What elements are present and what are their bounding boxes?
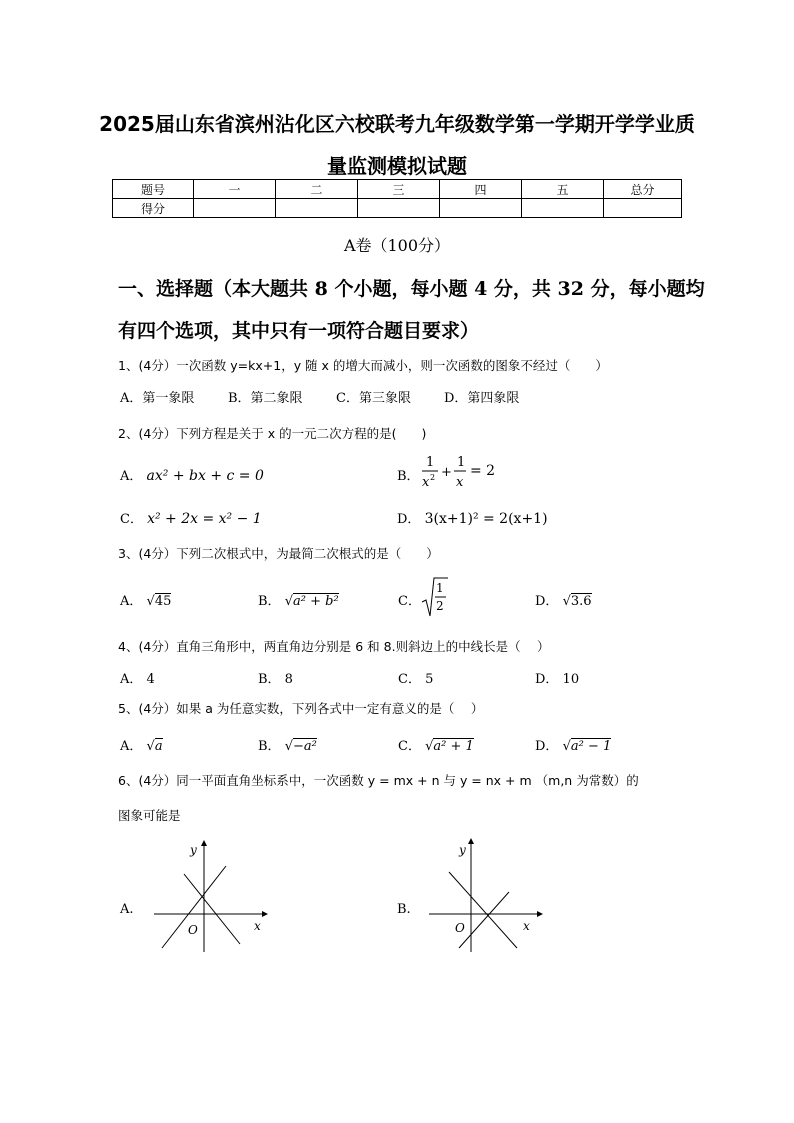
q3-c-denominator: 2 — [436, 599, 444, 613]
radical-icon: √ — [425, 739, 434, 754]
question-3-stem: 3、(4分）下列二次根式中，为最简二次根式的是（ ） — [118, 546, 439, 561]
score-cell[interactable] — [440, 199, 522, 218]
score-table-header-cell: 总分 — [604, 180, 682, 199]
question-6-stem-line2: 图象可能是 — [118, 808, 181, 823]
y-axis-label: y — [190, 843, 197, 857]
x-axis-label: x — [254, 919, 261, 933]
q5-option-a[interactable] — [120, 735, 163, 754]
q2-a-expression: ax² + bx + c = 0 — [146, 468, 264, 484]
option-label: C． — [398, 739, 421, 754]
radical-icon: √ — [284, 739, 293, 754]
option-label: D． — [535, 594, 559, 609]
exam-title-line2: 量监测模拟试题 — [327, 154, 467, 178]
q2-option-d[interactable] — [397, 508, 548, 527]
plus-sign: + — [441, 465, 452, 480]
q6-option-a[interactable]: A. — [120, 902, 134, 917]
score-table-score-row — [113, 199, 682, 218]
origin-label: O — [455, 921, 465, 935]
volume-heading: A卷（100分） — [343, 236, 451, 255]
score-table-header-cell: 题号 — [113, 180, 194, 199]
option-label: C． — [398, 594, 421, 609]
score-cell[interactable] — [604, 199, 682, 218]
question-5-stem: 5、(4分）如果 a 为任意实数，下列各式中一定有意义的是（ ） — [118, 701, 484, 716]
option-label: B． — [258, 594, 281, 609]
frac-numerator: 1 — [426, 455, 435, 470]
section-heading-line2: 有四个选项，其中只有一项符合题目要求） — [118, 320, 480, 342]
y-axis-label: y — [459, 843, 466, 857]
q6-graph-b — [425, 836, 545, 956]
score-cell[interactable] — [358, 199, 440, 218]
option-label: C． — [120, 512, 143, 527]
score-table-header-cell: 四 — [440, 180, 522, 199]
question-2-stem: 2、(4分）下列方程是关于 x 的一元二次方程的是( ) — [118, 426, 427, 441]
frac-denominator: x — [456, 475, 464, 490]
q2-c-expression: x² + 2x = x² − 1 — [147, 511, 262, 527]
radical-icon: √ — [562, 739, 571, 754]
question-1-stem: 1、(4分）一次函数 y=kx+1，y 随 x 的增大而减小，则一次函数的图象不经过（ ） — [118, 358, 608, 373]
q5-a-radicand: a — [154, 739, 163, 754]
frac-exponent: 2 — [430, 473, 436, 482]
line-1 — [449, 872, 517, 948]
score-cell[interactable] — [276, 199, 358, 218]
score-table-header-cell: 五 — [522, 180, 604, 199]
radical-icon: √ — [562, 594, 571, 609]
exam-title-line1: 2025届山东省滨州沾化区六校联考九年级数学第一学期开学学业质 — [99, 112, 695, 136]
q5-option-b[interactable] — [258, 735, 317, 754]
score-cell[interactable] — [194, 199, 276, 218]
q3-option-b[interactable] — [258, 590, 339, 609]
q3-a-radicand: 45 — [154, 594, 172, 609]
q3-c-numerator: 1 — [436, 581, 444, 595]
y-axis-arrow-icon — [201, 840, 207, 846]
section-heading-line1: 一、选择题（本大题共 8 个小题，每小题 4 分，共 32 分，每小题均 — [118, 278, 705, 300]
q2-option-a[interactable] — [120, 465, 264, 484]
q1-option-b[interactable]: B．第二象限 — [228, 391, 303, 406]
q5-option-d[interactable] — [535, 735, 611, 754]
q5-b-radicand: −a² — [293, 739, 317, 754]
option-label: B． — [397, 469, 420, 484]
q3-b-radicand: a² + b² — [293, 594, 339, 609]
radical-icon: √ — [146, 739, 155, 754]
score-table-header-cell: 一 — [194, 180, 276, 199]
q3-option-a[interactable] — [120, 590, 171, 609]
radical-icon: √ — [146, 594, 155, 609]
frac-denominator: x — [422, 475, 430, 490]
score-table-header-cell: 二 — [276, 180, 358, 199]
q5-option-c[interactable] — [398, 735, 474, 754]
option-label: A． — [120, 469, 143, 484]
x-axis-arrow-icon — [537, 911, 543, 917]
q5-d-radicand: a² − 1 — [570, 739, 612, 754]
option-label: D． — [535, 739, 559, 754]
q1-option-a[interactable]: A．第一象限 — [120, 391, 195, 406]
y-axis-arrow-icon — [468, 838, 474, 844]
x-axis-label: x — [523, 919, 530, 933]
question-6-stem: 6、(4分）同一平面直角坐标系中，一次函数 y = mx + n 与 y = nx + m （m,n 为常数）的 — [118, 773, 639, 788]
origin-label: O — [188, 923, 198, 937]
q3-option-c[interactable] — [398, 590, 421, 609]
q4-option-d[interactable]: D． 10 — [535, 672, 580, 687]
q1-option-d[interactable]: D．第四象限 — [444, 391, 520, 406]
q2-d-expression: 3(x+1)² = 2(x+1) — [424, 511, 548, 527]
q2-option-b[interactable] — [397, 465, 420, 484]
question-4-stem: 4、(4分）直角三角形中，两直角边分别是 6 和 8.则斜边上的中线长是（ ） — [118, 639, 550, 654]
q3-d-radicand: 3.6 — [570, 594, 592, 609]
score-row-label: 得分 — [113, 199, 194, 218]
radical-icon: √ — [284, 594, 293, 609]
score-table-header-row — [113, 180, 682, 199]
q4-option-b[interactable]: B． 8 — [258, 672, 293, 687]
option-label: B． — [258, 739, 281, 754]
q1-option-c[interactable]: C．第三象限 — [336, 391, 411, 406]
score-table — [112, 179, 682, 218]
q2-b-equals: = 2 — [470, 463, 496, 479]
q6-option-b[interactable]: B. — [397, 902, 411, 917]
score-table-header-cell: 三 — [358, 180, 440, 199]
x-axis-arrow-icon — [262, 911, 268, 917]
q3-option-d[interactable] — [535, 590, 592, 609]
option-label: A． — [120, 594, 143, 609]
option-label: A． — [120, 739, 143, 754]
line-2 — [459, 892, 509, 948]
q3-c-radical — [420, 576, 450, 620]
q6-graph-a — [150, 838, 270, 958]
q2-option-c[interactable] — [120, 508, 262, 527]
q5-c-radicand: a² + 1 — [433, 739, 474, 754]
frac-numerator: 1 — [457, 455, 466, 470]
q4-option-a[interactable]: A． 4 — [120, 672, 155, 687]
option-label: D． — [397, 512, 421, 527]
score-cell[interactable] — [522, 199, 604, 218]
q4-option-c[interactable]: C． 5 — [398, 672, 434, 687]
